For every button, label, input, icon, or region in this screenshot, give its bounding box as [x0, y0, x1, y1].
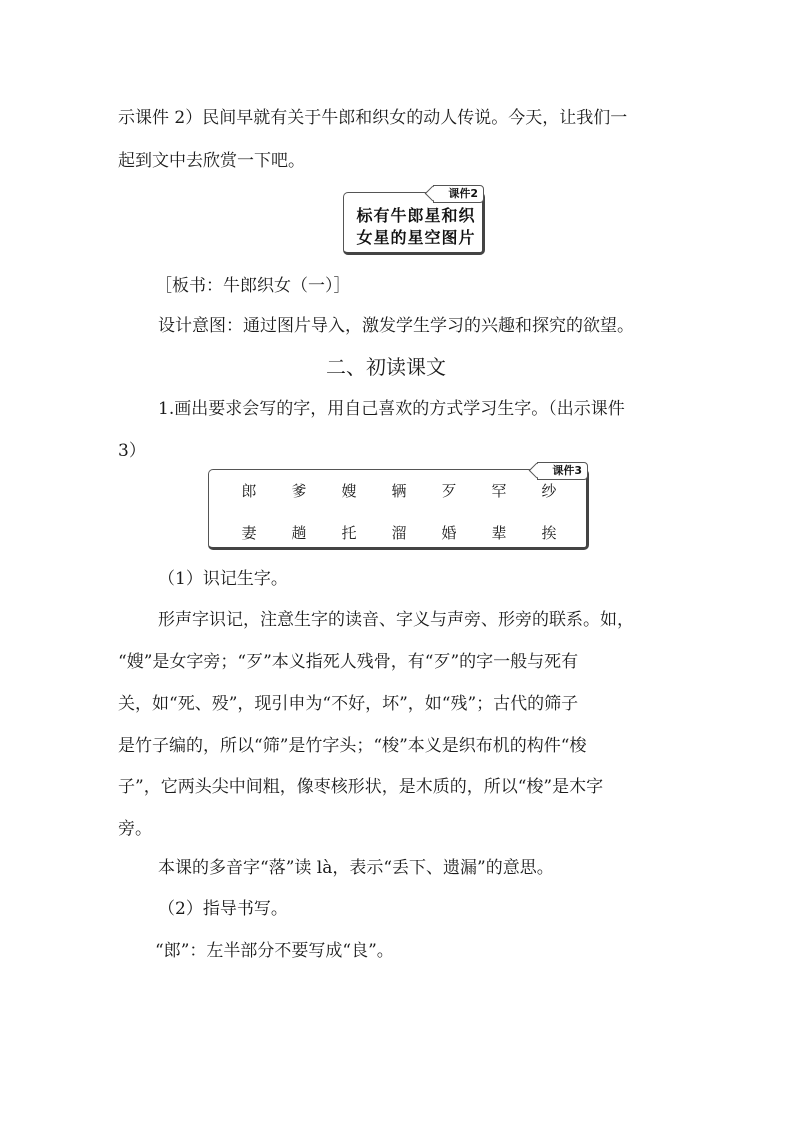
character: 溜 [391, 524, 407, 542]
character: 罕 [491, 482, 507, 500]
character: 挨 [541, 524, 557, 542]
character: 托 [341, 524, 357, 542]
courseware-2-line-1: 标有牛郎星和织 [356, 206, 476, 225]
paragraph-1-line-3: 关，如“死、殁”，现引申为“不好，坏”，如“残”；古代的筛子 [118, 694, 579, 714]
courseware-2-text [354, 205, 478, 249]
character: 嫂 [341, 482, 357, 500]
character: 爹 [291, 482, 307, 500]
item-1-line-1: 1.画出要求会写的字，用自己喜欢的方式学习生字。（出示课件 [158, 399, 625, 419]
courseware-2-tag: 课件2 [433, 185, 484, 203]
courseware-3-tag: 课件3 [537, 462, 588, 480]
paragraph-3: “郎”：左半部分不要写成“良”。 [155, 941, 394, 961]
subheading-1: （1）识记生字。 [158, 569, 288, 589]
paragraph-1-line-2: “嫂”是女字旁；“歹”本义指死人残骨，有“歹”的字一般与死有 [118, 652, 579, 672]
paragraph-1-line-4: 是竹子编的，所以“筛”是竹字头；“梭”本义是织布机的构件“梭 [118, 736, 587, 756]
intro-line-1: 示课件 2）民间早就有关于牛郎和织女的动人传说。今天，让我们一 [118, 108, 628, 128]
paragraph-2: 本课的多音字“落”读 là，表示“丢下、遗漏”的意思。 [158, 858, 554, 878]
character: 辈 [491, 524, 507, 542]
character-row-1 [239, 481, 559, 501]
courseware-3-box [208, 464, 589, 550]
character: 妻 [241, 524, 257, 542]
paragraph-1-line-1: 形声字识记，注意生字的读音、字义与声旁、形旁的联系。如， [158, 610, 634, 630]
character: 郎 [241, 482, 257, 500]
character: 辆 [391, 482, 407, 500]
character-row-2 [239, 523, 559, 543]
subheading-2: （2）指导书写。 [158, 899, 288, 919]
courseware-2-box [343, 187, 485, 255]
item-1-line-2: 3） [118, 441, 146, 461]
design-intent: 设计意图：通过图片导入，激发学生学习的兴趣和探究的欲望。 [158, 316, 634, 336]
character: 趟 [291, 524, 307, 542]
paragraph-1-line-6: 旁。 [118, 819, 152, 839]
section-heading: 二、初读课文 [326, 355, 446, 379]
intro-line-2: 起到文中去欣赏一下吧。 [118, 151, 305, 171]
board-writing: ［板书：牛郎织女（一）］ [155, 276, 351, 296]
character: 纱 [541, 482, 557, 500]
paragraph-1-line-5: 子”，它两头尖中间粗，像枣核形状，是木质的，所以“梭”是木字 [118, 777, 604, 797]
character: 婚 [441, 524, 457, 542]
character: 歹 [441, 482, 457, 500]
courseware-2-line-2: 女星的星空图片 [356, 228, 476, 247]
